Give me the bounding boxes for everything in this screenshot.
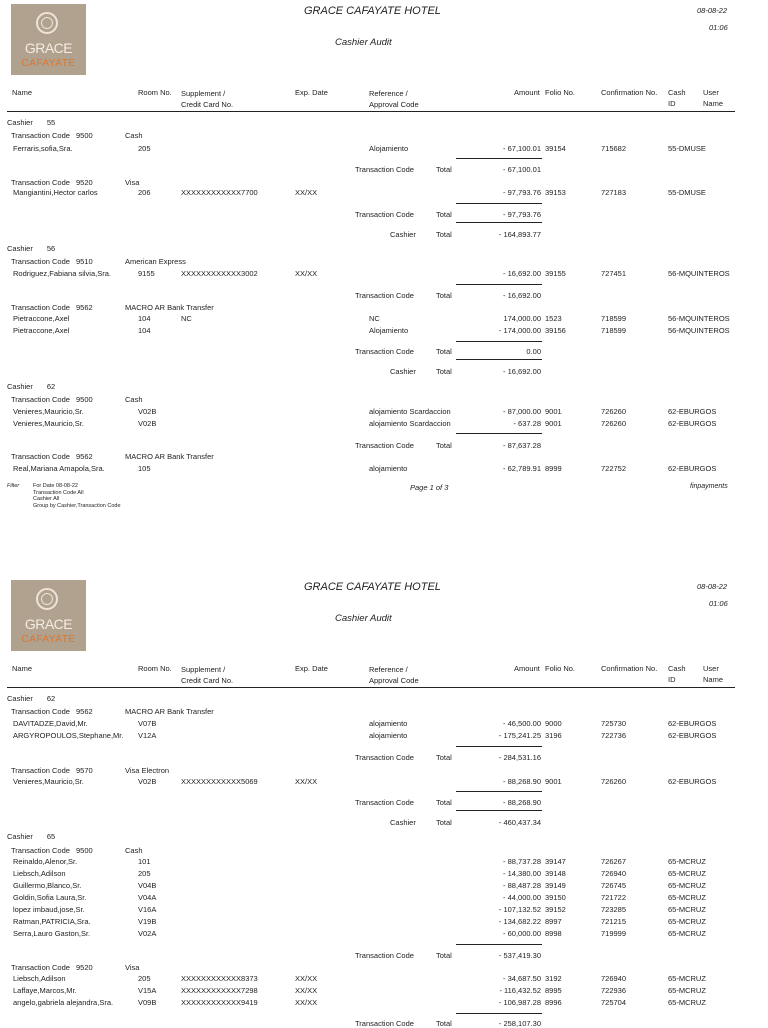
- subtotal-value: - 537,419.30: [498, 951, 541, 960]
- subtotal-label: Transaction Code: [355, 165, 414, 174]
- cashier-heading: Cashier 65: [7, 832, 56, 841]
- report-title: Cashier Audit: [335, 613, 392, 624]
- subtotal-value: 0.00: [526, 347, 541, 356]
- transaction-code-heading: Transaction Code 9500: [11, 395, 93, 404]
- transaction-code-heading: Transaction Code 9500: [11, 131, 93, 140]
- transaction-code-heading: Transaction Code 9520: [11, 178, 93, 187]
- payment-type: Cash: [125, 131, 143, 140]
- print-date: 08-08-22: [697, 6, 728, 15]
- subtotal-value: - 87,637.28: [503, 441, 541, 450]
- header-rule: [7, 687, 735, 688]
- transaction-code-heading: Transaction Code 9500: [11, 846, 93, 855]
- report-name: finpayments: [690, 483, 728, 490]
- cashier-heading: Cashier 62: [7, 382, 56, 391]
- transaction-code-heading: Transaction Code 9570: [11, 766, 93, 775]
- hotel-logo: GRACE CAFAYATE: [11, 4, 86, 75]
- subtotal-value: - 88,268.90: [503, 798, 541, 807]
- page-number: Page 1 of 3: [410, 483, 449, 492]
- filter-label: Filter: [7, 483, 20, 489]
- subtotal-value: - 284,531.16: [498, 753, 541, 762]
- payment-type: Cash: [125, 395, 143, 404]
- payment-type: Visa: [125, 963, 140, 972]
- print-date: 08-08-22: [697, 582, 728, 591]
- hotel-title: GRACE CAFAYATE HOTEL: [304, 5, 441, 17]
- payment-type: American Express: [125, 257, 186, 266]
- subtotal-value: - 16,692.00: [503, 291, 541, 300]
- transaction-code-heading: Transaction Code 9562: [11, 707, 93, 716]
- report-title: Cashier Audit: [335, 37, 392, 48]
- transaction-code-heading: Transaction Code 9520: [11, 963, 93, 972]
- payment-type: MACRO AR Bank Transfer: [125, 707, 214, 716]
- print-time: 01:06: [709, 23, 728, 32]
- subtotal-value: - 258,107.30: [498, 1019, 541, 1028]
- payment-type: MACRO AR Bank Transfer: [125, 303, 214, 312]
- report-page-1: GRACE CAFAYATE GRACE CAFAYATE HOTEL Cashier Audit 08-08-22 01:06 Name Room No. Supplement / Credit Card No. Exp. Date Reference / Approval Code Amount Folio No. Confirmation No. Cash ID User Name Cashier 55 Transaction Code 9500 Cash Ferraris,sofia,Sra. 205 Alojamiento - 67,100.01 39154 715682 55-DMUSE Transaction Code Total - 67,100.01 Transaction Code 9520 Visa Mangiantini,Hector carlos 206 XXXXXXXXXXXX7700 XX/XX - 97,793.76 39153 727183 55-DMUSE Transaction Code Total - 97,793.76 Cashier Total - 164,893.77 Cashier 56 Transaction Code 9510 American Express Rodriguez,Fabiana silvia,Sra. 9155 XXXXXXXXXXXX3002 XX/XX - 16,692.00 39155 727451 56-MQUINTEROS Transaction Code Total - 16,692.00 Transaction Code 9562 MACRO AR Bank Transfer Pietraccone,Axel 104 NC NC 174,000.00 1523 718599 56-MQUINTEROS Pietraccone,Axel 104 Alojamiento - 174,000.00 39156 718599 56-MQUINTEROS Transaction Code Total 0.00 Cashier Total - 16,692.00 Cashier 62 Transaction Code 9500 Cash Venieres,Mauricio,Sr. V02B alojamiento Scardaccion - 87,000.00 9001 726260 62-EBURGOS Venieres,Mauricio,Sr. V02B alojamiento Scardaccion - 637.28 9001 726260 62-EBURGOS Transaction Code Total - 87,637.28 Transaction Code 9562 MACRO AR Bank Transfer Real,Mariana Amapola,Sra. 105 alojamiento - 62,789.91 8999 722752 62-EBURGOS Filter For Date 08-08-22 Transaction Code All Cashier All Group by Cashier,Transaction Code Page 1 of 3 finpayments: [0, 0, 768, 560]
- print-time: 01:06: [709, 599, 728, 608]
- payment-type: Visa Electron: [125, 766, 170, 775]
- payment-type: Visa: [125, 178, 140, 187]
- report-page-2: GRACE CAFAYATE GRACE CAFAYATE HOTEL Cashier Audit 08-08-22 01:06 Name Room No. Supplement / Credit Card No. Exp. Date Reference / Approval Code Amount Folio No. Confirmation No. Cash ID User Name Cashier 62 Transaction Code 9562 MACRO AR Bank Transfer DAVITADZE,David,Mr. V07B alojamiento - 46,500.00 9000 725730 62-EBURGOS ARGYROPOULOS,Stephane,Mr. V12A alojamiento - 175,241.25 3196 722736 62-EBURGOS Transaction Code Total - 284,531.16 Transaction Code 9570 Visa Electron Venieres,Mauricio,Sr. V02B XXXXXXXXXXXX5069 XX/XX - 88,268.90 9001 726260 62-EBURGOS Transaction Code Total - 88,268.90 Cashier Total - 460,437.34 Cashier 65 Transaction Code 9500 Cash Reinaldo,Alenor,Sr. 101 - 88,737.28 39147 726267 65-MCRUZ Liebsch,Adilson 205 - 14,380.00 39148 726940 65-MCRUZ Guillermo,Blanco,Sr. V04B - 88,487.28 39149 726745 65-MCRUZ Goldin,Sofia Laura,Sr. V04A - 44,000.00 39150 721722 65-MCRUZ lopez imbaud,jose,Sr. V16A - 107,132.52 39152 723285 65-MCRUZ Ratman,PATRICIA,Sra. V19B - 134,682.22 8997 721215 65-MCRUZ Serra,Lauro Gaston,Sr. V02A - 60,000.00 8998 719999 65-MCRUZ Transaction Code Total - 537,419.30 Transaction Code 9520 Visa Liebsch,Adilson 205 XXXXXXXXXXXX8373 XX/XX - 34,687.50 3192 726940 65-MCRUZ Laffaye,Marcos,Mr. V15A XXXXXXXXXXXX7298 XX/XX - 116,432.52 8995 722936 65-MCRUZ angelo,gabriela alejandra,Sra. V09B XXXXXXXXXXXX9419 XX/XX - 106,987.28 8996 725704 65-MCRUZ Transaction Code Total - 258,107.30: [0, 576, 768, 1024]
- cashier-heading: Cashier 55: [7, 118, 56, 127]
- hotel-title: GRACE CAFAYATE HOTEL: [304, 581, 441, 593]
- cashier-total-value: - 16,692.00: [503, 367, 541, 376]
- cashier-heading: Cashier 56: [7, 244, 56, 253]
- cashier-heading: Cashier 62: [7, 694, 56, 703]
- payment-type: Cash: [125, 846, 143, 855]
- subtotal-value: - 97,793.76: [503, 210, 541, 219]
- filter-details: For Date 08-08-22 Transaction Code All Cashier All Group by Cashier,Transaction Code: [33, 483, 121, 509]
- transaction-code-heading: Transaction Code 9510: [11, 257, 93, 266]
- payment-type: MACRO AR Bank Transfer: [125, 452, 214, 461]
- cashier-total-value: - 164,893.77: [498, 230, 541, 239]
- cashier-total-value: - 460,437.34: [498, 818, 541, 827]
- header-rule: [7, 111, 735, 112]
- cashier-total-label: Cashier: [390, 230, 416, 239]
- transaction-code-heading: Transaction Code 9562: [11, 303, 93, 312]
- subtotal-value: - 67,100.01: [503, 165, 541, 174]
- transaction-code-heading: Transaction Code 9562: [11, 452, 93, 461]
- hotel-logo: GRACE CAFAYATE: [11, 580, 86, 651]
